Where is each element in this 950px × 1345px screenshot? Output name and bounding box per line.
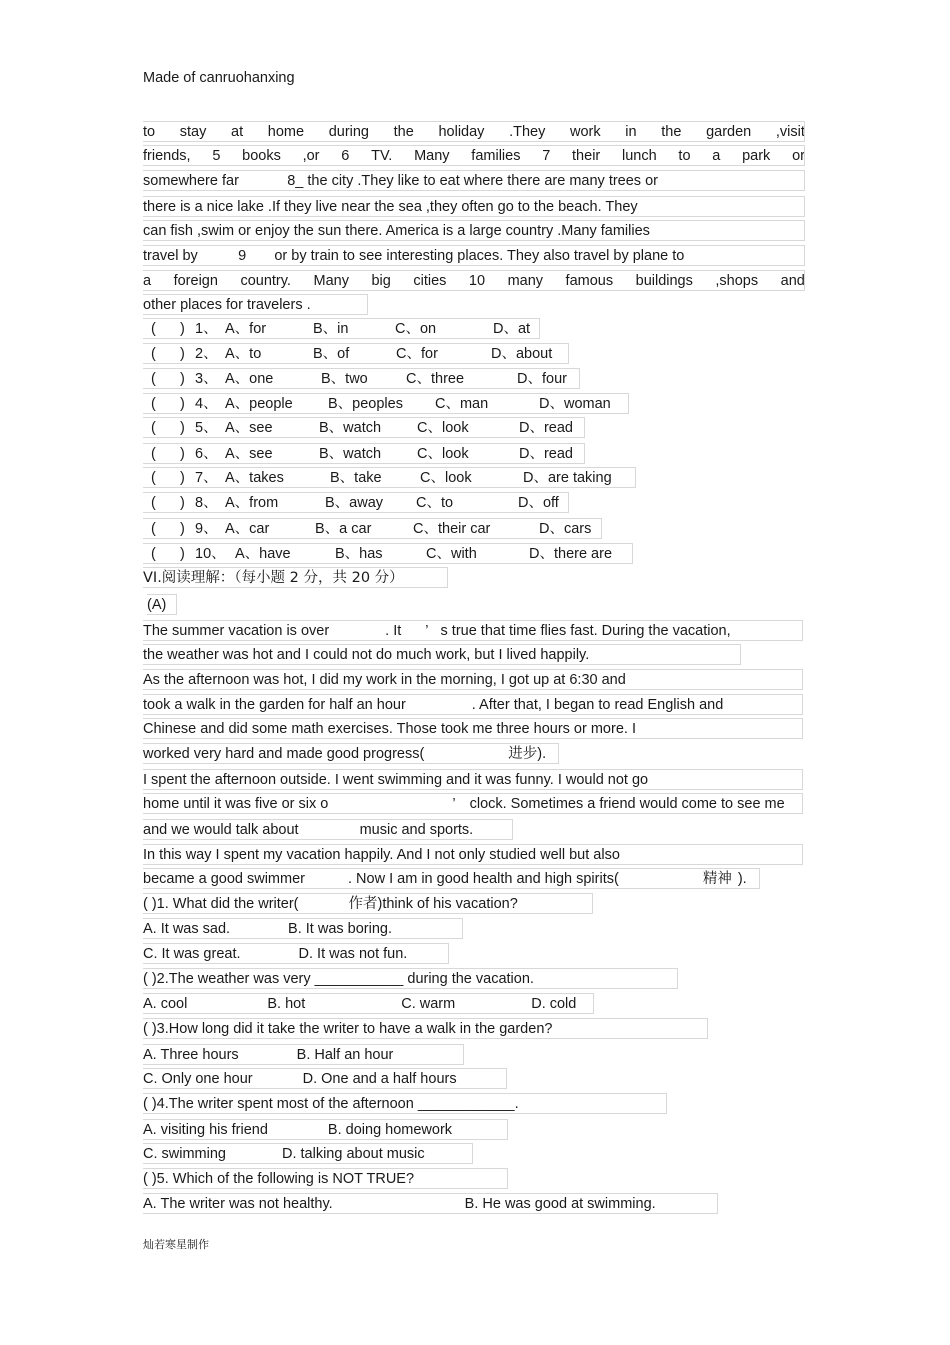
passage-line: I spent the afternoon outside. I went swimming and it was funny. I would not go [143, 768, 803, 792]
option-a[interactable]: A、to [225, 346, 262, 362]
passage-line: took a walk in the garden for half an hour . After that, I began to read English and [143, 693, 803, 717]
answer-blank[interactable]: ( ) [151, 546, 185, 562]
option-b[interactable]: B、peoples [328, 396, 403, 412]
option-a[interactable]: A、takes [225, 470, 284, 486]
option-c[interactable]: C、for [396, 346, 438, 362]
cloze-line: other places for travelers . [143, 293, 368, 317]
answer-blank[interactable]: ( ) [151, 396, 185, 412]
option[interactable]: C. warm [401, 996, 456, 1012]
option-b[interactable]: B、two [321, 371, 368, 387]
cloze-question-row [143, 416, 585, 440]
option-a[interactable]: A、from [225, 495, 279, 511]
word: a [143, 273, 152, 289]
word: a [712, 148, 721, 164]
question-number: 4、 [195, 396, 218, 412]
passage-line: worked very hard and made good progress( 进步). [143, 742, 559, 766]
option[interactable]: A. Three hours [143, 1047, 239, 1063]
word: or [792, 148, 805, 164]
part-label: (A) [147, 593, 177, 617]
option[interactable]: C. swimming [143, 1146, 226, 1162]
word: the [661, 124, 682, 140]
word: buildings [635, 273, 693, 289]
answer-blank[interactable]: ( ) [151, 321, 185, 337]
option-d[interactable]: D、are taking [523, 470, 612, 486]
question-stem: ( )2.The weather was very ___________ during the vacation. [143, 967, 678, 991]
option-b[interactable]: B、take [330, 470, 382, 486]
option-row [143, 942, 449, 966]
option-b[interactable]: B、watch [319, 420, 382, 436]
option[interactable]: D. cold [531, 996, 577, 1012]
question-stem: ( )3.How long did it take the writer to have a walk in the garden? [143, 1017, 708, 1041]
word: to [143, 124, 156, 140]
answer-blank[interactable]: ( ) [151, 346, 185, 362]
option[interactable]: D. talking about music [281, 1146, 425, 1162]
word: 5 [212, 148, 221, 164]
option[interactable]: A. cool [143, 996, 188, 1012]
answer-blank[interactable]: ( ) [151, 420, 185, 436]
word: country. [240, 273, 291, 289]
word: during [328, 124, 369, 140]
word: in [625, 124, 637, 140]
word: park [742, 148, 771, 164]
option-a[interactable]: A、see [225, 446, 273, 462]
cloze-question-row [143, 517, 602, 541]
word: foreign [173, 273, 218, 289]
word: 10 [468, 273, 486, 289]
option-a[interactable]: A、see [225, 420, 273, 436]
option-b[interactable]: B、of [313, 346, 350, 362]
word: their [572, 148, 601, 164]
option-d[interactable]: D、there are [529, 546, 613, 562]
option-row [143, 1043, 464, 1067]
word: 6 [341, 148, 350, 164]
option-a[interactable]: A、people [225, 396, 293, 412]
option[interactable]: A. visiting his friend [143, 1122, 268, 1138]
option-c[interactable]: C、on [395, 321, 437, 337]
page-footer: 灿若寒星制作 [143, 1238, 209, 1251]
passage-line: the weather was hot and I could not do much work, but I lived happily. [143, 643, 741, 667]
cloze-line: there is a nice lake .If they live near the sea ,they often go to the beach. They [143, 195, 805, 219]
option-row [143, 992, 594, 1016]
option-c[interactable]: C、three [406, 371, 465, 387]
word: famous [565, 273, 614, 289]
word: stay [179, 124, 207, 140]
word: 7 [542, 148, 551, 164]
passage-line: Chinese and did some math exercises. Those took me three hours or more. I [143, 717, 803, 741]
word: many [507, 273, 544, 289]
option-a[interactable]: A、car [225, 521, 270, 537]
option-c[interactable]: C、look [417, 420, 469, 436]
question-number: 9、 [195, 521, 218, 537]
word: ,or [302, 148, 320, 164]
option-row [143, 1067, 507, 1091]
cloze-question-row [143, 342, 569, 366]
question-number: 1、 [195, 321, 218, 337]
option-c[interactable]: C、their car [413, 521, 491, 537]
word: friends, [143, 148, 191, 164]
option[interactable]: D. One and a half hours [302, 1071, 457, 1087]
word: at [231, 124, 244, 140]
option-d[interactable]: D、cars [539, 521, 592, 537]
option-a[interactable]: A、for [225, 321, 267, 337]
answer-blank[interactable]: ( ) [151, 495, 185, 511]
option-a[interactable]: A、one [225, 371, 274, 387]
question-number: 10、 [195, 546, 226, 562]
word: garden [706, 124, 752, 140]
option-c[interactable]: C、man [435, 396, 489, 412]
word: work [570, 124, 601, 140]
passage-line: became a good swimmer . Now I am in good health and high spirits( 精神 ). [143, 867, 760, 891]
option[interactable]: B. It was boring. [288, 921, 393, 937]
option-c[interactable]: C、look [420, 470, 472, 486]
option-d[interactable]: D、about [491, 346, 553, 362]
option-row [143, 1192, 718, 1216]
cloze-line [143, 144, 805, 168]
answer-blank[interactable]: ( ) [151, 371, 185, 387]
question-number: 8、 [195, 495, 218, 511]
word: holiday [438, 124, 485, 140]
option-b[interactable]: B、away [325, 495, 384, 511]
word: home [267, 124, 305, 140]
section-title: VI.阅读理解：（每小题 2 分，共 20 分） [143, 566, 448, 590]
option-d[interactable]: D、read [519, 420, 573, 436]
passage-line: and we would talk about music and sports. [143, 818, 513, 842]
question-stem: ( )1. What did the writer( 作者)think of his vacation? [143, 892, 593, 916]
option[interactable]: A. The writer was not healthy. [143, 1196, 333, 1212]
option-a[interactable]: A、have [235, 546, 291, 562]
cloze-question-row [143, 367, 580, 391]
question-number: 3、 [195, 371, 218, 387]
cloze-question-row [143, 442, 585, 466]
option-row [143, 1142, 473, 1166]
passage-line: As the afternoon was hot, I did my work in the morning, I got up at 6:30 and [143, 668, 803, 692]
option[interactable]: D. It was not fun. [298, 946, 408, 962]
question-number: 5、 [195, 420, 218, 436]
cloze-line [143, 269, 805, 293]
option-b[interactable]: B、a car [315, 521, 372, 537]
option[interactable]: B. doing homework [327, 1122, 453, 1138]
question-number: 2、 [195, 346, 218, 362]
page-header: Made of canruohanxing [143, 70, 295, 86]
answer-blank[interactable]: ( ) [151, 470, 185, 486]
answer-blank[interactable]: ( ) [151, 446, 185, 462]
option[interactable]: B. He was good at swimming. [464, 1196, 656, 1212]
passage-line: In this way I spent my vacation happily. And I not only studied well but also [143, 843, 803, 867]
option-d[interactable]: D、at [493, 321, 531, 337]
word: the [393, 124, 414, 140]
option[interactable]: B. hot [267, 996, 306, 1012]
word: and [780, 273, 805, 289]
option[interactable]: C. It was great. [143, 946, 241, 962]
cloze-line: can fish ,swim or enjoy the sun there. America is a large country .Many families [143, 219, 805, 243]
option-d[interactable]: D、off [518, 495, 559, 511]
word: Many [313, 273, 349, 289]
word: big [371, 273, 391, 289]
passage-line: The summer vacation is over . It ’ s true that time flies fast. During the vacation, [143, 619, 803, 643]
question-stem: ( )4.The writer spent most of the afternoon ____________. [143, 1092, 667, 1116]
word: books [242, 148, 281, 164]
word: ,visit [775, 124, 805, 140]
word: Many [414, 148, 450, 164]
option[interactable]: B. Half an hour [296, 1047, 394, 1063]
option-d[interactable]: D、four [517, 371, 567, 387]
passage-line: home until it was five or six o ’ clock. Sometimes a friend would come to see me [143, 792, 803, 816]
cloze-question-row [143, 542, 633, 566]
option[interactable]: A. It was sad. [143, 921, 231, 937]
cloze-line [143, 120, 805, 144]
word: lunch [622, 148, 657, 164]
word: .They [509, 124, 546, 140]
word: TV. [371, 148, 393, 164]
cloze-question-row [143, 491, 569, 515]
option-c[interactable]: C、look [417, 446, 469, 462]
cloze-question-row [143, 317, 540, 341]
option-c[interactable]: C、with [426, 546, 477, 562]
cloze-line: travel by 9 or by train to see interesting places. They also travel by plane to [143, 244, 805, 268]
option-b[interactable]: B、has [335, 546, 383, 562]
option-c[interactable]: C、to [416, 495, 454, 511]
question-number: 7、 [195, 470, 218, 486]
option-row [143, 917, 463, 941]
cloze-line: somewhere far 8_ the city .They like to eat where there are many trees or [143, 169, 805, 193]
word: cities [413, 273, 447, 289]
question-number: 6、 [195, 446, 218, 462]
option[interactable]: C. Only one hour [143, 1071, 253, 1087]
answer-blank[interactable]: ( ) [151, 521, 185, 537]
option-d[interactable]: D、read [519, 446, 573, 462]
word: ,shops [715, 273, 759, 289]
word: to [678, 148, 691, 164]
cloze-question-row [143, 466, 636, 490]
option-d[interactable]: D、woman [539, 396, 611, 412]
option-row [143, 1118, 508, 1142]
option-b[interactable]: B、watch [319, 446, 382, 462]
question-stem: ( )5. Which of the following is NOT TRUE? [143, 1167, 508, 1191]
cloze-question-row [143, 392, 629, 416]
word: families [471, 148, 521, 164]
option-b[interactable]: B、in [313, 321, 349, 337]
